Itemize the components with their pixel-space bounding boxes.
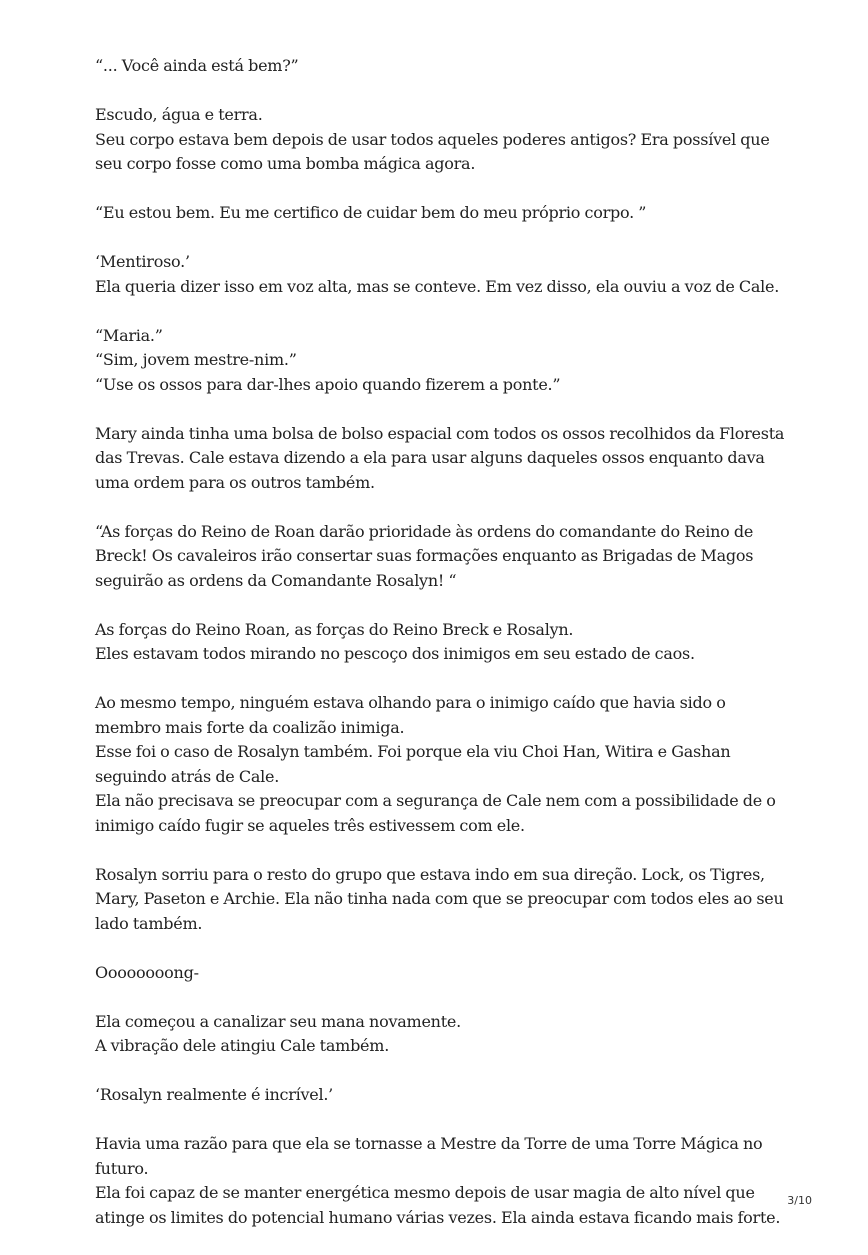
text-line: Rosalyn sorriu para o resto do grupo que estava indo em sua direção. Lock, os Tigres, Mary, Paseton e Archie. Ela não tinha nada com que se preocupar com todos eles ao seu lado também. xyxy=(95,864,784,933)
text-line: Escudo, água e terra. xyxy=(95,105,263,124)
text-line: “Eu estou bem. Eu me certifico de cuidar bem do meu próprio corpo. ” xyxy=(95,203,647,222)
text-line: “... Você ainda está bem?” xyxy=(95,56,299,75)
text-line: Ela não precisava se preocupar com a segurança de Cale nem com a possibilidade de o inimigo caído fugir se aqueles três estivessem com ele. xyxy=(95,791,776,835)
paragraph xyxy=(95,1010,795,1059)
text-line: Oooooooong- xyxy=(95,962,199,982)
text-line: “Use os ossos para dar-lhes apoio quando fizerem a ponte.” xyxy=(95,374,561,394)
document-body xyxy=(95,54,795,1255)
text-line: ‘Rosalyn realmente é incrível.’ xyxy=(95,1085,334,1104)
paragraph xyxy=(95,201,795,226)
text-line: Ao mesmo tempo, ninguém estava olhando para o inimigo caído que havia sido o membro mais forte da coalizão inimiga. xyxy=(95,693,726,737)
text-line: Ela começou a canalizar seu mana novamente. xyxy=(95,1011,461,1031)
text-line: A vibração dele atingiu Cale também. xyxy=(95,1036,390,1055)
paragraph xyxy=(95,324,795,398)
paragraph xyxy=(95,618,795,667)
text-line: “Maria.” xyxy=(95,325,163,345)
paragraph xyxy=(95,691,795,838)
paragraph xyxy=(95,1083,795,1108)
text-line: Esse foi o caso de Rosalyn também. Foi porque ela viu Choi Han, Witira e Gashan seguindo atrás de Cale. xyxy=(95,742,731,786)
paragraph xyxy=(95,54,795,79)
page-number: 3/10 xyxy=(787,1194,812,1207)
paragraph xyxy=(95,863,795,937)
text-line: ‘Mentiroso.’ xyxy=(95,252,190,271)
text-line: Mary ainda tinha uma bolsa de bolso espacial com todos os ossos recolhidos da Floresta das Trevas. Cale estava dizendo a ela para usar alguns daqueles ossos enquanto dava uma ordem para os outros também. xyxy=(95,423,785,492)
paragraph xyxy=(95,103,795,177)
text-line: As forças do Reino Roan, as forças do Reino Breck e Rosalyn. xyxy=(95,619,574,639)
text-line: Ela queria dizer isso em voz alta, mas se conteve. Em vez disso, ela ouviu a voz de Cale. xyxy=(95,276,780,296)
paragraph xyxy=(95,422,795,496)
text-line: Eles estavam todos mirando no pescoço dos inimigos em seu estado de caos. xyxy=(95,644,695,663)
text-line: Ela foi capaz de se manter energética mesmo depois de usar magia de alto nível que atinge os limites do potencial humano várias vezes. Ela ainda estava ficando mais forte. xyxy=(95,1183,781,1227)
paragraph xyxy=(95,520,795,594)
paragraph xyxy=(95,1132,795,1230)
paragraph xyxy=(95,961,795,986)
text-line: Seu corpo estava bem depois de usar todos aqueles poderes antigos? Era possível que seu corpo fosse como uma bomba mágica agora. xyxy=(95,129,770,173)
text-line: “Sim, jovem mestre-nim.” xyxy=(95,350,297,369)
paragraph xyxy=(95,250,795,299)
text-line: “As forças do Reino de Roan darão prioridade às ordens do comandante do Reino de Breck! Os cavaleiros irão consertar suas formações enquanto as Brigadas de Magos seguirão as ordens da Comandante Rosalyn! “ xyxy=(95,521,754,590)
text-line: Havia uma razão para que ela se tornasse a Mestre da Torre de uma Torre Mágica no futuro. xyxy=(95,1134,763,1178)
